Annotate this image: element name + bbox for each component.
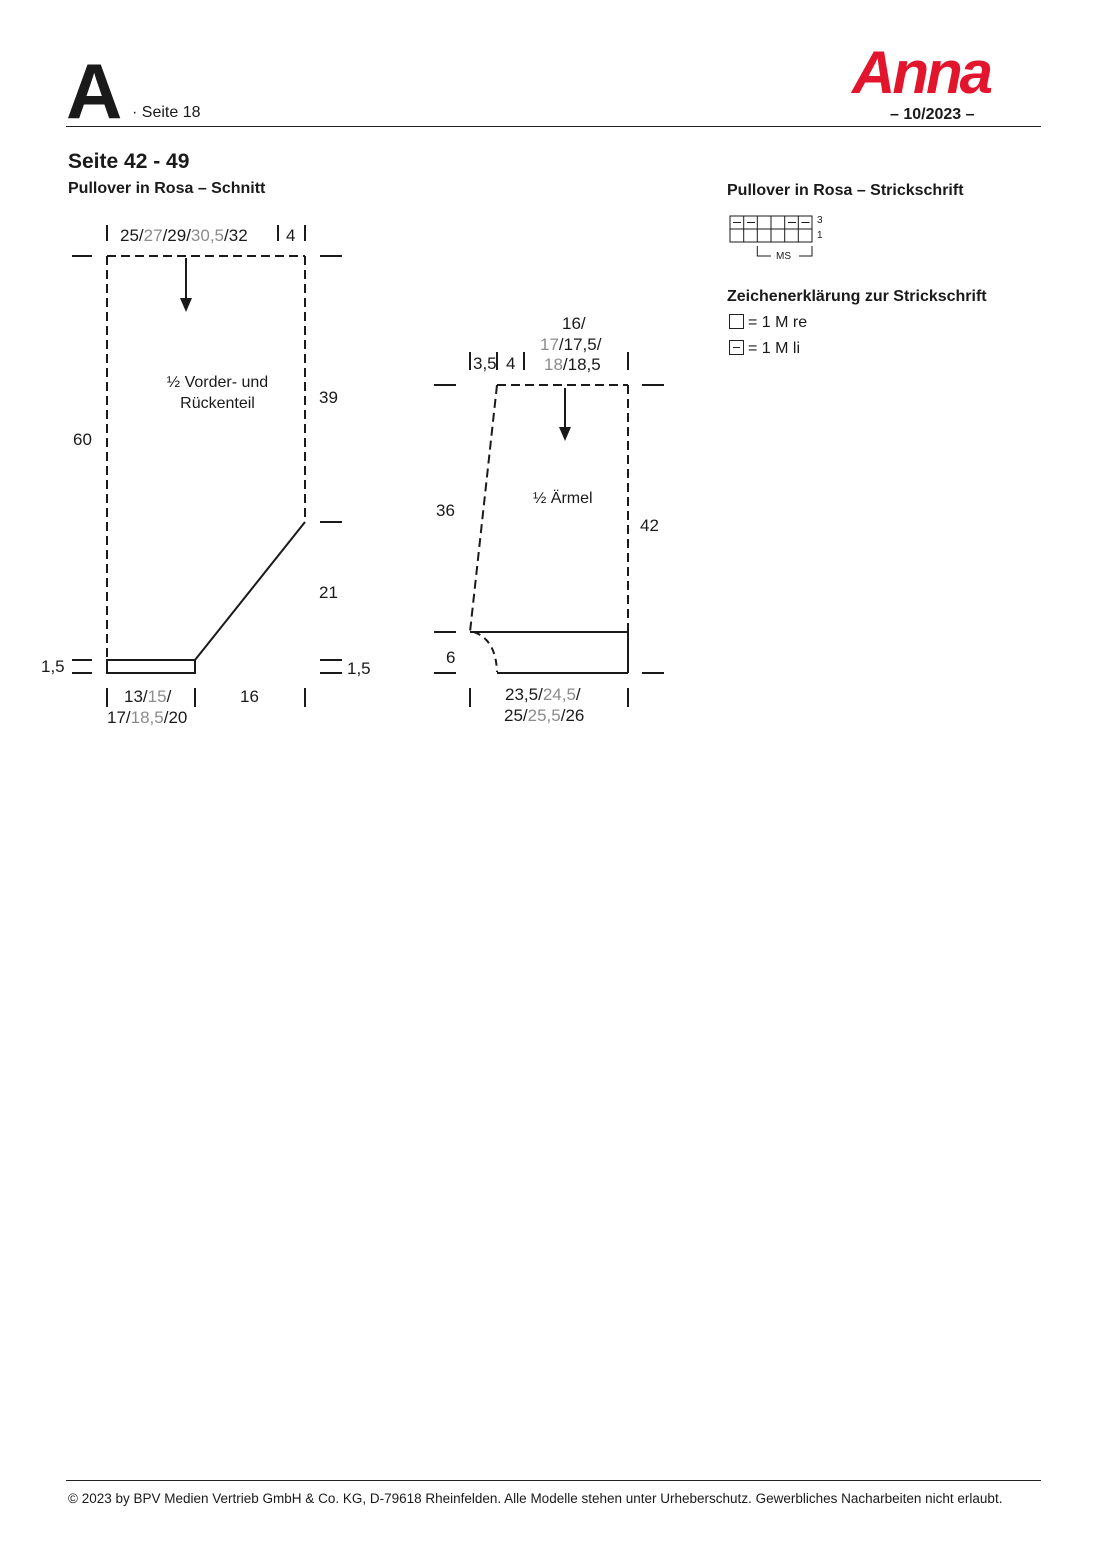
brand-logo: Anna <box>852 39 990 106</box>
body-rib-left: 1,5 <box>41 657 65 676</box>
strickschrift-title: Pullover in Rosa – Strickschrift <box>727 182 964 199</box>
body-bottom-extra: 16 <box>240 687 259 706</box>
body-bottom-width-line2: 17/18,5/20 <box>107 708 188 727</box>
minus-square-icon <box>729 340 744 355</box>
page-reference: · Seite 18 <box>132 104 201 121</box>
body-height-total: 60 <box>73 430 92 449</box>
legend-title: Zeichenerklärung zur Strickschrift <box>727 288 987 305</box>
issue-number: – 10/2023 – <box>890 106 975 123</box>
sleeve-arrow-icon <box>559 427 571 441</box>
body-height-lower: 21 <box>319 583 338 602</box>
body-top-extra: 4 <box>286 226 296 245</box>
sleeve-top-a: 3,5 <box>473 354 497 373</box>
sleeve-bottom-line2: 25/25,5/26 <box>504 706 585 725</box>
copyright-footer: © 2023 by BPV Medien Vertrieb GmbH & Co. KG, D-79618 Rheinfelden. Alle Modelle stehen unter Urheberschutz. Gewerbliches Nacharbeiten nicht erlaubt. <box>68 1491 1003 1506</box>
sleeve-top-line1: 16/ <box>562 314 586 333</box>
section-letter: A <box>66 47 121 135</box>
body-piece-outline <box>107 256 305 673</box>
legend-item-purl: = 1 M li <box>729 340 800 358</box>
chart-row-label-3: 3 <box>817 215 823 226</box>
sleeve-height-left: 36 <box>436 501 455 520</box>
body-rib-right: 1,5 <box>347 659 371 678</box>
chart-row-label-1: 1 <box>817 230 823 241</box>
sleeve-top-b: 4 <box>506 354 516 373</box>
stitch-chart <box>730 216 812 256</box>
sleeve-cuff-height: 6 <box>446 648 456 667</box>
body-bottom-width-line1: 13/15/ <box>124 687 172 706</box>
body-arrow-icon <box>180 298 192 312</box>
sleeve-bottom-line1: 23,5/24,5/ <box>505 685 581 704</box>
body-top-width: 25/27/29/30,5/32 <box>120 226 248 245</box>
chart-ms-label: MS <box>776 251 791 262</box>
footer-divider <box>66 1480 1041 1481</box>
body-height-upper: 39 <box>319 388 338 407</box>
sleeve-piece-outline <box>470 385 628 673</box>
sleeve-piece-label: ½ Ärmel <box>533 490 593 507</box>
sleeve-top-line2: 17/17,5/ <box>540 335 602 354</box>
body-piece-label: ½ Vorder- und Rückenteil <box>166 374 269 412</box>
page-title: Seite 42 - 49 <box>68 150 190 173</box>
sleeve-height-right: 42 <box>640 516 659 535</box>
sleeve-top-line3: 18/18,5 <box>544 355 601 374</box>
schnitt-title: Pullover in Rosa – Schnitt <box>68 180 266 197</box>
empty-square-icon <box>729 314 744 329</box>
legend-item-knit: = 1 M re <box>729 314 807 332</box>
